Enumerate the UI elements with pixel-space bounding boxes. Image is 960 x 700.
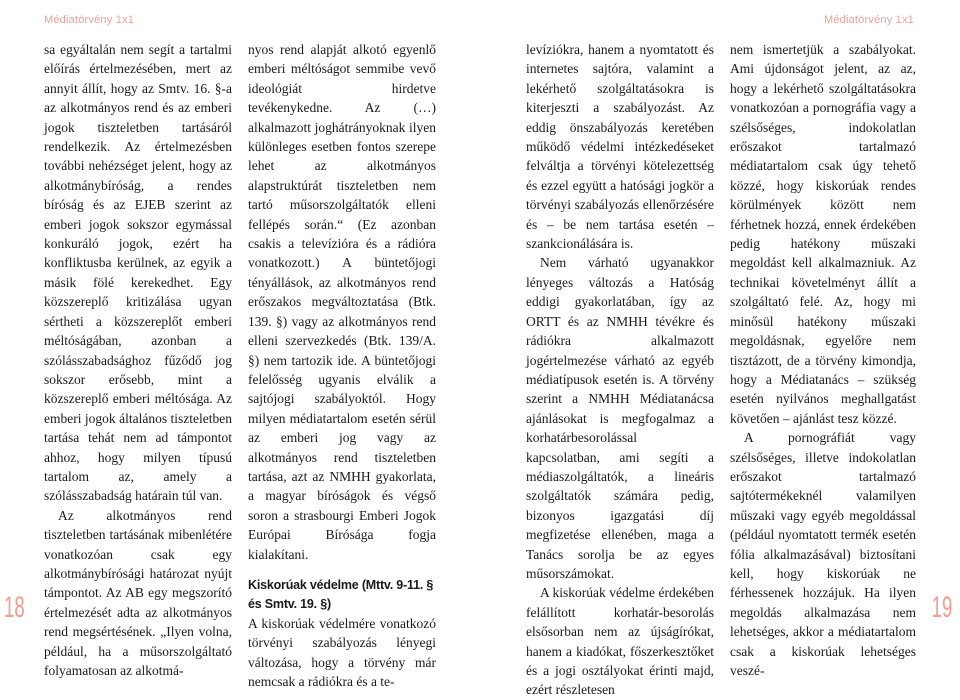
paragraph: A kiskorúak védelmére vonatkozó törvényi szabályozás lényegi változása, hogy a törvény már nemcsak a rádiókra és a te- [248, 615, 436, 690]
text-column-1 [44, 40, 232, 680]
section-heading: Kiskorúak védelme (Mttv. 9-11. § és Smtv. 19. §) [248, 577, 434, 611]
paragraph: Az alkotmányos rend tiszteletben tartásának mibenlétére vonatkozóan csak egy alkotmánybírósági határozat nyújt támpontot. Az AB egy megszorító értelmezését adta az alkotmányos rend megsértésének. „Ilyen volna, például, ha a műsorszolgáltató folyamatosan az alkotmá- [44, 507, 232, 678]
text-column-3 [526, 40, 714, 700]
text-column-2 [248, 40, 436, 692]
paragraph: levíziókra, hanem a nyomtatott és internetes sajtóra, valamint a lekérhető szolgáltatásokra is kiterjeszti a szabályozást. Az eddig önszabályozás keretében működő védelmi intézkedéseket felváltja a törvényi kötelezettség és ezzel együtt a hatósági jogkör a törvényi szabályozás ellenőrzésére és – be nem tartása esetén – szankcionálására is. [526, 42, 714, 252]
paragraph: A kiskorúak védelme érdekében felállított korhatár-besorolás elsősorban nem az újságírókat, hanem a kiadókat, főszerkesztőket és a jogi osztályokat érinti majd, ezért részletesen [526, 585, 714, 698]
page-number-left: 18 [4, 591, 25, 624]
running-head-left: Médiatörvény 1x1 [44, 14, 135, 26]
paragraph: nyos rend alapját alkotó egyenlő emberi méltóságot semmibe vevő ideológiát hirdetve tevékenykedne. Az (…) alkalmazott joghátrányoknak ilyen különleges esetben fontos szerepe lehet az alkotmányos alapstruktúrát tiszteletben nem tartó műsorszolgáltatók elleni fellépés során.“ (Ez azonban csakis a televízióra és a rádióra vonatkozott.) A büntetőjogi tényállások, az alkotmányos rend erőszakos megváltoztatása (Btk. 139. §) vagy az alkotmányos rend elleni szervezkedés (Btk. 139/A. §) nem tartozik ide. A büntetőjogi felelősség ugyanis elválik a sajtójogi szabályoktól. Hogy milyen médiatartalom esetén sérül az emberi jog vagy az alkotmányos rend tiszteletben tartása, azt az NMHH gyakorlata, a magyar bíróságok és végső soron a strasbourgi Emberi Jogok Európai Bírósága fogja kialakítani. [248, 42, 436, 562]
paragraph: Nem várható ugyanakkor lényeges változás a Hatóság eddigi gyakorlatában, így az ORTT és az NMHH tévékre és rádiókra alkalmazott jogértelmezése várható az egyéb médiatípusok esetén is. A törvény szerint a NMHH Médiatanácsa ajánlásokat is megfogalmaz a korhatárbesorolással kapcsolatban, ami segíti a médiaszolgáltatók, a lineáris szolgáltatók számára pedig, bizonyos igazgatási díj megfizetése ellenében, maga a Tanács sorolja be az egyes műsorszámokat. [526, 255, 714, 581]
running-head-right: Médiatörvény 1x1 [823, 14, 914, 26]
text-column-4 [730, 40, 916, 680]
paragraph: A pornográfiát vagy szélsőséges, illetve indokolatlan erőszakot tartalmazó sajtótermékeknél valamilyen műszaki vagy egyéb megoldással (például nyomtatott termék esetén fólia alkalmazásával) biztosítani kell, hogy kiskorúak ne férhessenek hozzájuk. Ha ilyen megoldás alkalmazása nem lehetséges, akkor a médiatartalom csak a kiskorúak lehetséges veszé- [730, 430, 916, 678]
page-number-right: 19 [931, 591, 952, 624]
paragraph: sa egyáltalán nem segít a tartalmi előírás értelmezésében, mert az annyit állít, hogy az Smtv. 16. §-a az alkotmányos rend és az emberi jogok tiszteletben tartásáról rendelkezik. Az értelmezésben további nehézséget jelent, hogy az alkotmánybíróság, a rendes bíróság és az EJEB szerint az emberi jogok sokszor egymással konkuráló jogok, ezért ha konfliktusba kerülnek, az egyik a másik fölé kerekedhet. Egy közszereplő kritizálása ugyan sértheti a közszereplőt emberi méltóságában, azonban a szólásszabadsághoz fűződő jog sokszor erősebb, mint a közszereplő emberi méltósága. Az emberi jogok általános tiszteletben tartása tehát nem ad támpontot ahhoz, hogy milyen típusú tartalom az, amely a szólásszabadság határain túl van. [44, 42, 232, 504]
paragraph: nem ismertetjük a szabályokat. Ami újdonságot jelent, az az, hogy a lekérhető szolgáltatásokra vonatkozóan a pornográfia vagy a szélsőséges, indokolatlan erőszakot tartalmazó médiatartalom csak úgy tehető közzé, hogy kiskorúak rendes körülmények között nem férhetnek hozzá, ennek érdekében pedig hatékony műszaki megoldást kell alkalmazniuk. Az technikai követelményt állít a szolgáltató felé. Az, hogy mi minősül hatékony műszaki megoldásnak, egyelőre nem tisztázott, de a törvény kimondja, hogy a Médiatanács – szükség esetén nyilvános meghallgatást követően – ajánlást tesz közzé. [730, 42, 916, 426]
